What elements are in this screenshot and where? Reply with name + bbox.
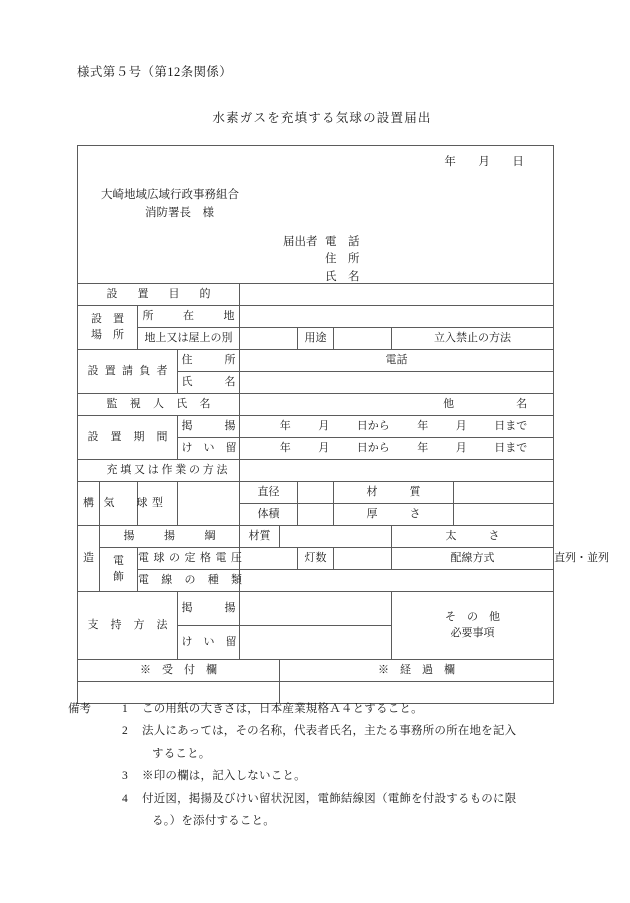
header-block-cell <box>78 146 554 284</box>
support-hoist-row <box>78 592 554 626</box>
structure-group-label-bottom: 造 <box>78 526 100 592</box>
remark-text: 付近図，掲揚及びけい留状況図，電飾結線図（電飾を付設するものに限 <box>142 792 517 805</box>
hoist-to-month: 月 <box>455 419 467 432</box>
structure-illumination-row-1: 電 飾 電 球 の 定 格 電 圧 灯数 配線方式 直列・並列 <box>78 548 554 570</box>
structure-balloon-row-1 <box>78 482 554 504</box>
moor-from-day: 日から <box>356 441 390 454</box>
watcher-row <box>78 394 554 416</box>
hoist-from-day: 日から <box>356 419 390 432</box>
applicant-name-label: 氏 名 <box>325 270 360 283</box>
contractor-name-label: 氏 名 <box>178 372 240 394</box>
remark-text: この用紙の大きさは，日本産業規格Ａ４とすること。 <box>142 703 423 715</box>
structure-group-label-top: 構 <box>78 482 100 526</box>
hoist-to-day: 日まで <box>494 419 528 432</box>
filling-method-value[interactable] <box>240 460 554 482</box>
contractor-address-label: 住 所 <box>178 350 240 372</box>
remarks-section <box>68 698 568 833</box>
rope-label: 揚 揚 綱 <box>100 526 240 548</box>
location-type-row <box>78 328 554 350</box>
date-month: 月 <box>478 156 490 168</box>
other-matters-label: そ の 他 必要事項 <box>392 592 554 660</box>
period-hoist-row <box>78 416 554 438</box>
diameter-value[interactable] <box>298 482 334 504</box>
location-address-row <box>78 306 554 328</box>
receipt-label: ※ 受 付 欄 <box>78 660 280 682</box>
balloon-material-value[interactable] <box>454 482 554 504</box>
remark-item <box>68 698 568 720</box>
date-day: 日 <box>512 156 524 168</box>
remark-number: 4 <box>122 792 128 805</box>
remark-continuation: すること。 <box>152 747 211 760</box>
filling-method-row <box>78 460 554 482</box>
filling-method-label: 充 填 又 は 作 業 の 方 法 <box>78 460 240 482</box>
applicant-address-label: 住 所 <box>325 253 360 266</box>
wiring-label: 配線方式 <box>392 548 554 570</box>
watcher-label: 監 視 人 氏 名 <box>78 394 240 416</box>
balloon-label: 気 球 <box>100 482 138 526</box>
period-group-label: 設 置 期 間 <box>78 416 178 460</box>
use-value[interactable] <box>334 328 392 350</box>
remark-text: ※印の欄は，記入しないこと。 <box>142 770 306 783</box>
progress-label: ※ 経 過 欄 <box>280 660 554 682</box>
hoist-from-year: 年 <box>279 419 291 432</box>
remark-number: 3 <box>122 770 128 783</box>
voltage-value[interactable] <box>240 548 298 570</box>
balloon-type-label: 型 <box>138 482 178 526</box>
applicant-block <box>283 234 360 286</box>
support-hoist-label: 掲 揚 <box>178 592 240 626</box>
illumination-group-label: 電 飾 <box>100 548 138 592</box>
period-hoist-value[interactable] <box>240 416 554 438</box>
diameter-label: 直径 <box>240 482 298 504</box>
header-block-row <box>78 146 554 284</box>
remark-number: 1 <box>122 703 128 715</box>
watcher-unit-label: 名 <box>516 397 528 410</box>
purpose-value[interactable] <box>240 284 554 306</box>
location-type-value[interactable] <box>240 328 298 350</box>
hoist-to-year: 年 <box>417 419 429 432</box>
addressee-line-1: 大崎地域広域行政事務組合 <box>101 189 239 201</box>
moor-from-year: 年 <box>279 441 291 454</box>
contractor-group-label: 設 置 請 負 者 <box>78 350 178 394</box>
watcher-value[interactable] <box>240 394 554 416</box>
applicant-label: 届出者 <box>283 236 318 248</box>
applicant-phone-label: 電 話 <box>325 236 360 248</box>
thickness-value[interactable] <box>454 504 554 526</box>
contractor-phone-label: 電話 <box>240 350 554 372</box>
moor-from-month: 月 <box>318 441 330 454</box>
rope-material-value[interactable] <box>280 526 392 548</box>
location-address-value[interactable] <box>240 306 554 328</box>
wire-type-label: 電 線 の 種 類 <box>138 570 240 592</box>
voltage-label: 電 球 の 定 格 電 圧 <box>138 548 240 570</box>
hoist-from-month: 月 <box>318 419 330 432</box>
location-group-label: 設 置 場 所 <box>78 306 138 350</box>
location-address-label: 所 在 地 <box>138 306 240 328</box>
no-entry-label: 立入禁止の方法 <box>392 328 554 350</box>
remark-item <box>68 765 568 787</box>
contractor-name-value[interactable] <box>240 372 554 394</box>
form-number: 様式第５号（第12条関係） <box>77 65 233 79</box>
remark-text: 法人にあっては，その名称，代表者氏名，主たる事務所の所在地を記入 <box>142 725 517 738</box>
official-header-row <box>78 660 554 682</box>
volume-value[interactable] <box>298 504 334 526</box>
purpose-row <box>78 284 554 306</box>
period-hoist-label: 掲 揚 <box>178 416 240 438</box>
addressee <box>101 187 239 223</box>
thickness-label: 厚 さ <box>334 504 454 526</box>
use-label: 用途 <box>298 328 334 350</box>
date-year: 年 <box>444 156 456 168</box>
wire-type-value[interactable] <box>240 570 554 592</box>
moor-to-day: 日まで <box>494 441 528 454</box>
notification-form-table <box>77 145 610 704</box>
location-type-label: 地上又は屋上の別 <box>138 328 240 350</box>
watcher-other-label: 他 <box>443 397 455 410</box>
remark-item <box>68 720 568 742</box>
structure-rope-row <box>78 526 554 548</box>
purpose-label: 設 置 目 的 <box>78 284 240 306</box>
period-moor-label: け い 留 <box>178 438 240 460</box>
date-line <box>433 155 535 169</box>
support-moor-label: け い 留 <box>178 626 240 660</box>
volume-label: 体積 <box>240 504 298 526</box>
structure-illumination-row-2 <box>78 570 554 592</box>
remark-number: 2 <box>122 725 128 738</box>
moor-to-month: 月 <box>455 441 467 454</box>
lamp-count-label: 灯数 <box>298 548 334 570</box>
period-moor-value[interactable] <box>240 438 554 460</box>
moor-to-year: 年 <box>417 441 429 454</box>
document-title: 水素ガスを充填する気球の設置届出 <box>212 111 432 125</box>
remark-continuation: る。）を添付すること。 <box>152 815 275 828</box>
addressee-line-2: 消防署長 様 <box>145 206 214 219</box>
support-group-label: 支 持 方 法 <box>78 592 178 660</box>
support-moor-value[interactable] <box>240 626 392 660</box>
remark-item <box>68 788 568 810</box>
remarks-tag: 備考 <box>68 703 91 715</box>
rope-size-label: 太 さ <box>392 526 554 548</box>
lamp-count-value[interactable] <box>334 548 392 570</box>
balloon-material-label: 材 質 <box>334 482 454 504</box>
contractor-address-row <box>78 350 554 372</box>
balloon-type-value[interactable] <box>178 482 240 526</box>
support-hoist-value[interactable] <box>240 592 392 626</box>
rope-material-label: 材質 <box>240 526 280 548</box>
